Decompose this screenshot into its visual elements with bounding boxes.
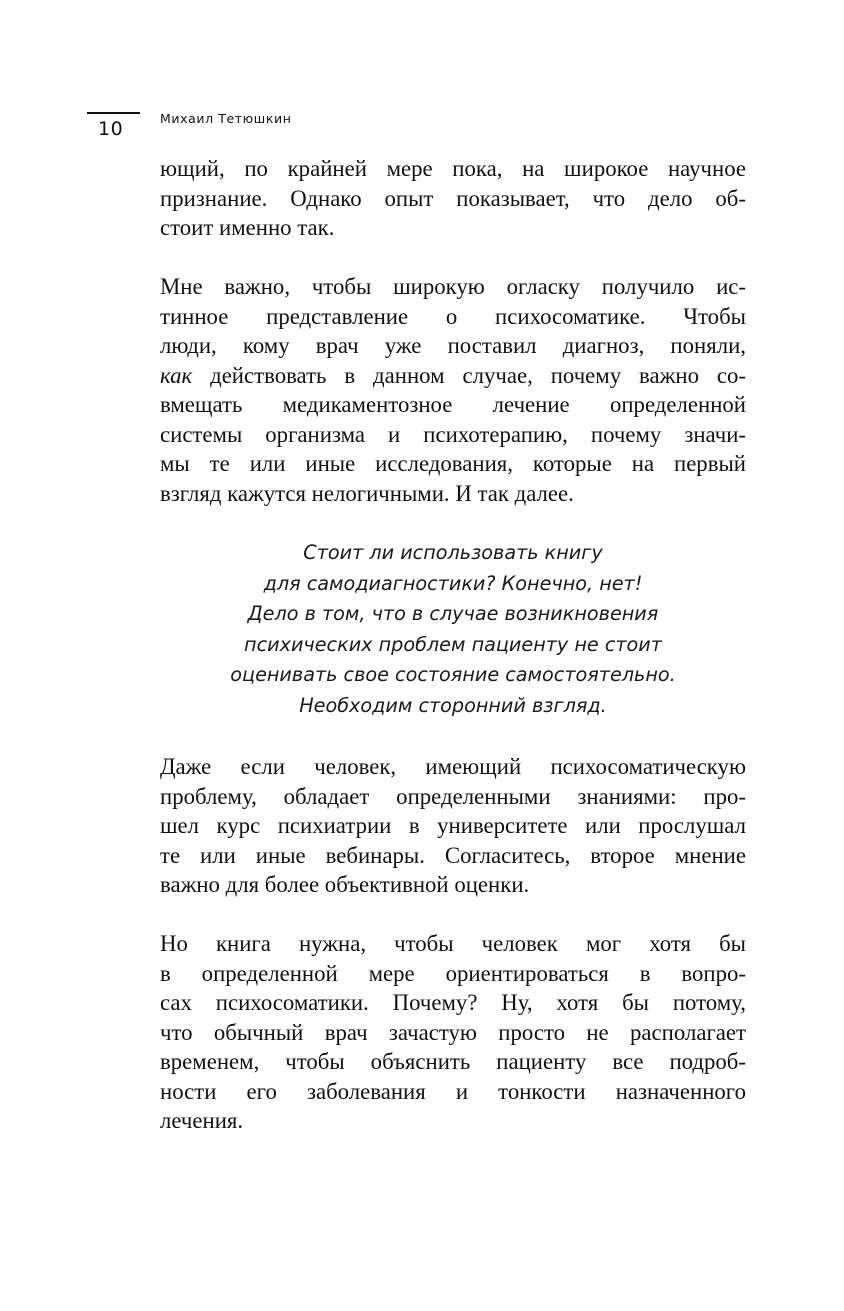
text-line: ющий, по крайней мере пока, на широкое научное <box>160 156 746 181</box>
paragraph <box>160 929 746 1136</box>
text-line: в определенной мере ориентироваться в вопро- <box>160 960 746 986</box>
emphasis-word: как <box>160 362 193 388</box>
text-line: Даже если человек, имеющий психосоматическую <box>160 754 746 779</box>
paragraph <box>160 752 746 900</box>
text-line: ности его заболевания и тонкости назначенного <box>160 1078 746 1104</box>
text-line: тинное представление о психосоматике. Чтобы <box>160 303 746 329</box>
text-line: лечения. <box>160 1108 244 1133</box>
text-line: что обычный врач зачастую просто не располагает <box>160 1019 746 1045</box>
quote-line: оценивать свое состояние самостоятельно. <box>230 663 676 686</box>
text-line: мы те или иные исследования, которые на первый <box>160 451 746 476</box>
text-line: вмещать медикаментозное лечение определенной <box>160 392 746 417</box>
body-text <box>160 154 746 1136</box>
paragraph <box>160 154 746 243</box>
text-line: важно для более объективной оценки. <box>160 872 530 897</box>
quote-line: для самодиагностики? Конечно, нет! <box>263 571 643 595</box>
running-head-author: Михаил Тетюшкин <box>160 111 292 126</box>
text-line: сах психосоматики. Почему? Ну, хотя бы потому, <box>160 990 746 1015</box>
quote-line: Необходим сторонний взгляд. <box>299 693 607 717</box>
text-line: признание. Однако опыт показывает, что дело об- <box>160 185 746 211</box>
text-line: временем, чтобы объяснить пациенту все подроб- <box>160 1049 746 1074</box>
text-line: взгляд кажутся нелогичными. И так далее. <box>160 480 574 506</box>
text-line: люди, кому врач уже поставил диагноз, поняли, <box>160 333 746 358</box>
paragraph <box>160 272 746 508</box>
text-line: Мне важно, чтобы широкую огласку получило ис- <box>160 274 746 299</box>
pull-quote <box>160 538 746 721</box>
text-line: стоит именно так. <box>160 215 335 240</box>
quote-line: Дело в том, что в случае возникновения <box>247 602 659 625</box>
page-number: 10 <box>98 118 124 140</box>
text-line-rest: действовать в данном случае, почему важно со- <box>192 362 746 388</box>
quote-line: Стоит ли использовать книгу <box>303 541 603 564</box>
text-line: шел курс психиатрии в университете или прослушал <box>160 813 746 838</box>
text-line: проблему, обладает определенными знаниями: про- <box>160 783 746 809</box>
header-rule <box>87 112 140 114</box>
text-line: те или иные вебинары. Согласитесь, второе мнение <box>160 842 746 868</box>
quote-line: психических проблем пациенту не стоит <box>244 632 662 656</box>
text-line: Но книга нужна, чтобы человек мог хотя бы <box>160 931 746 956</box>
text-line: системы организма и психотерапию, почему значи- <box>160 421 746 447</box>
text-line-with-emphasis <box>160 361 746 391</box>
